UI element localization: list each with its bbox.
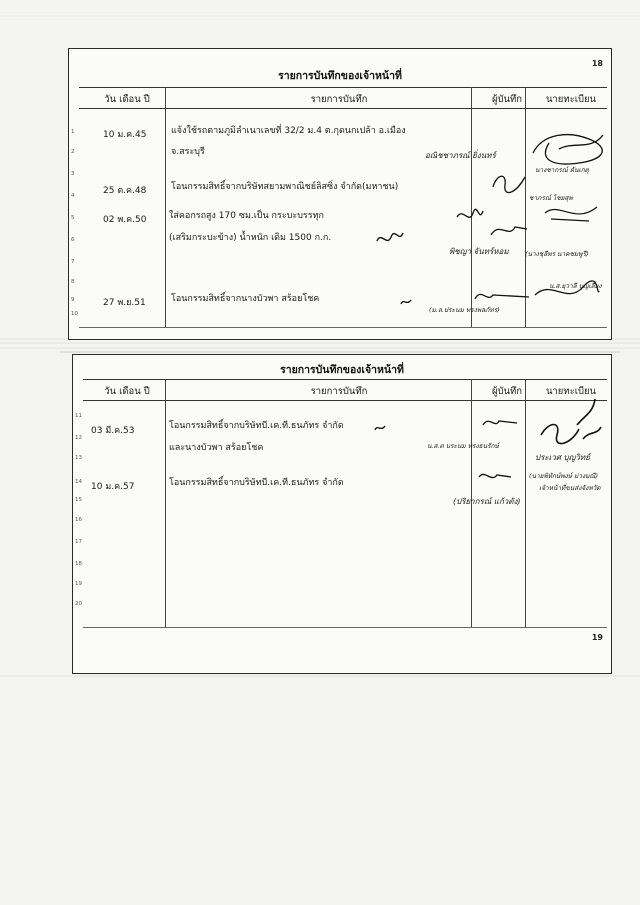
entry-date: 10 ม.ค.45 <box>103 130 147 140</box>
initials-mark <box>375 229 405 253</box>
stamp-name: อณิชชาภรณ์ ยิ่งนทร์ <box>425 151 496 160</box>
recorder-signature-4 <box>473 285 533 313</box>
entry-date: 03 มี.ค.53 <box>91 426 135 436</box>
registrar-signature-2 <box>541 199 601 233</box>
row-number: 13 <box>75 455 82 461</box>
entry-line: แจ้งใช้รถตามภูมิลำเนาเลขที่ 32/2 ม.4 ต.กุดนกเปล้า อ.เมือง <box>171 126 406 136</box>
bottom-page-number: 19 <box>591 633 603 642</box>
stamp-name: (นางชุลีพร นาคชมพูรี) <box>525 250 589 258</box>
recorder-signature-6 <box>477 467 517 491</box>
row-number: 8 <box>71 279 75 285</box>
col-registrar-header: นายทะเบียน <box>545 94 597 105</box>
row-number: 11 <box>75 413 82 419</box>
stamp-name: (ปริยากรณ์ แก้วตัง) <box>453 497 521 506</box>
bottom-header-row <box>83 379 607 401</box>
row-number: 12 <box>75 435 82 441</box>
col-record-header: รายการบันทึก <box>310 386 368 397</box>
entry-line: และนางบัวพา สร้อยโชค <box>169 443 264 453</box>
row-number: 9 <box>71 297 75 303</box>
stamp-name: ประเวศ บุญวิทย์ <box>535 453 590 462</box>
stamp-name: เจ้าหน้าที่ขนส่งจังหวัด <box>539 484 601 492</box>
initials-mark <box>399 293 413 312</box>
top-header-row <box>79 87 607 109</box>
recorder-signature-5 <box>481 413 521 437</box>
entry-line: จ.สระบุรี <box>171 147 205 157</box>
row-number: 15 <box>75 497 82 503</box>
row-number: 3 <box>71 171 75 177</box>
registrar-signature-1 <box>529 129 609 173</box>
col-registrar-header: นายทะเบียน <box>545 386 597 397</box>
row-number: 18 <box>75 561 82 567</box>
row-number: 20 <box>75 601 82 607</box>
bottom-record-sheet <box>72 354 612 674</box>
bottom-sheet-title: รายการบันทึกของเจ้าหน้าที่ <box>280 364 404 376</box>
stamp-name: (ม.ล.ประนม ทรงพลภัทร) <box>429 306 500 314</box>
bottom-divider-date <box>165 379 166 627</box>
stamp-name: นางชากรณ์ ดันเกตุ <box>535 166 589 174</box>
top-sheet-title: รายการบันทึกของเจ้าหน้าที่ <box>278 70 402 82</box>
stamp-name: น.ส.ยุวาลี บุญเลี้ยง <box>549 282 602 290</box>
registrar-signature-3 <box>531 277 601 311</box>
row-number: 14 <box>75 479 82 485</box>
entry-line: โอนกรรมสิทธิ์จากบริษัทบี.เค.ที.ธนภัทร จำกัด <box>169 421 344 431</box>
row-number: 19 <box>75 581 82 587</box>
stamp-name: พิชญา จันทร์หอม <box>449 247 509 256</box>
entry-line: โอนกรรมสิทธิ์จากบริษัทบี.เค.ที.ธนภัทร จำกัด <box>169 478 344 488</box>
entry-date: 27 พ.ย.51 <box>103 298 146 308</box>
row-number: 2 <box>71 149 75 155</box>
row-number: 6 <box>71 237 75 243</box>
recorder-signature-1 <box>489 167 529 201</box>
entry-line: โอนกรรมสิทธิ์จากบริษัทสยามพาณิชย์ลิสซิ่ง จำกัด(มหาชน) <box>171 182 399 192</box>
row-number: 10 <box>71 311 78 317</box>
bottom-bottom-rule <box>83 627 607 628</box>
recorder-signature-2 <box>455 205 485 233</box>
top-record-sheet <box>68 48 612 340</box>
col-record-header: รายการบันทึก <box>310 94 368 105</box>
recorder-signature-3 <box>489 219 529 247</box>
row-number: 4 <box>71 193 75 199</box>
row-number: 7 <box>71 259 75 265</box>
stamp-name: น.ส.ต บระนม ทรงธนรักษ์ <box>427 442 499 450</box>
col-date-header: วัน เดือน ปี <box>104 386 150 397</box>
col-date-header: วัน เดือน ปี <box>104 94 150 105</box>
col-recorder-header: ผู้บันทึก <box>491 94 523 105</box>
entry-date: 10 ม.ค.57 <box>91 482 135 492</box>
top-bottom-rule <box>79 327 607 328</box>
entry-line: โอนกรรมสิทธิ์จากนางบัวพา สร้อยโชค <box>171 294 320 304</box>
stamp-name: (นายพิทักษ์พงษ์ ม่วงมณี) <box>529 472 598 480</box>
stamp-name: ชาภรณ์ ไชยสุพ <box>529 194 573 202</box>
entry-date: 25 ต.ค.48 <box>103 186 147 196</box>
row-number: 5 <box>71 215 75 221</box>
entry-date: 02 พ.ค.50 <box>103 215 147 225</box>
registrar-signature-4 <box>535 395 605 455</box>
entry-line: (เสริมกระบะข้าง) น้ำหนัก เดิม 1500 ก.ก. <box>169 233 332 243</box>
row-number: 16 <box>75 517 82 523</box>
row-number: 17 <box>75 539 82 545</box>
row-number: 1 <box>71 129 75 135</box>
top-divider-date <box>165 87 166 327</box>
initials-mark <box>373 419 387 438</box>
bottom-divider-recorder <box>525 379 526 627</box>
entry-line: ใส่คอกรถสูง 170 ซม.เป็น กระบะบรรทุก <box>169 211 324 221</box>
top-page-number: 18 <box>591 59 603 68</box>
col-recorder-header: ผู้บันทึก <box>491 386 523 397</box>
